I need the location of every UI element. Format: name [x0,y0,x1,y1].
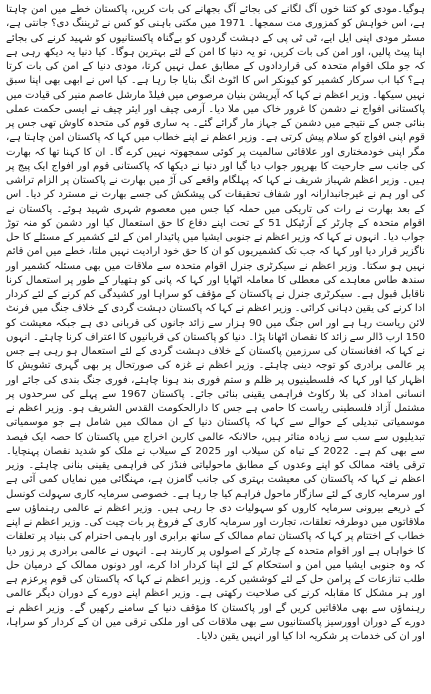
article-body-text: ہوگیا۔مودی کو کتنا خوں آگ لگانے کی بجائے آگ بجھانے کی بات کریں، پاکستان خطے میں امن چاہتا ہے، اس خواہش کو کمزوری مت سمجھا۔ 1971 میں مکتی باہنی کو کس نے ٹریننگ دی؟ جانتی ہے، مسٹر مودی اپنی ایل ایے، ٹی ٹی پی کے دہشت گردوں کو بےگناہ پاکستانیوں کو شہید کرنے کی بجائے اپنا پیٹ پالیں، اور امن کی بات کریں، تو یہ دنیا کا امن کے لئے بہترین ہوگا۔ کیا دنیا یہ دیکھ رہی ہے کہ جو ملک اقوام متحدہ کی قراردادوں کے مطابق عمل نہیں کرتا، مودی دنیا کے امن کی بات کرتا ہے؟ کیا اب سرکار کشمیر کو کیونکر اس کا اٹوٹ انگ بنایا جا رہا ہے۔ کیا اس نے ابھی بھی اپنا سبق نہیں سیکھا۔ وزیر اعظم نے کہا کہ آپریشن بنیان مرصوص میں فیلڈ مارشل عاصم منیر کی قیادت میں پاکستانی افواج نے دشمن کا غرور خاک میں ملا دیا۔ آرمی چیف اور ایئر چیف نے ایسی حکمت عملی بنائی جس کے نتیجے میں دشمن کے جہاز مار گرائے گئے۔ یہ ساری قوم کی متحدہ کاوش تھی جس پر قوم اپنی افواج کو سلام پیش کرتی ہے۔ وزیر اعظم نے اپنے خطاب میں کہا کہ پاکستان امن چاہتا ہے، مگر اپنی خودمختاری اور علاقائی سالمیت پر کوئی سمجھوتہ نہیں کرے گا۔ ان کا کہنا تھا کہ بھارت کی جانب سے جارحیت کا بھرپور جواب دیا گیا اور دنیا نے دیکھا کہ پاکستانی قوم اور افواج ایک پیج پر ہیں۔ وزیر اعظم شہباز شریف نے کہا کہ پہلگام واقعے کی آڑ میں بھارت نے پاکستان پر الزام تراشی کی اور ہم نے غیرجانبدارانہ اور شفاف تحقیقات کی پیشکش کی جسے بھارت نے مسترد کر دیا۔ اس کے بعد بھارت نے رات کی تاریکی میں حملہ کیا جس میں معصوم شہری شہید ہوئے۔ پاکستان نے اقوام متحدہ کے چارٹر کے آرٹیکل 51 کے تحت اپنے دفاع کا حق استعمال کیا اور دشمن کو منہ توڑ جواب دیا۔ انہوں نے کہا کہ وزیر اعظم نے جنوبی ایشیا میں پائیدار امن کے لئے کشمیر کے مسئلے کا حل ناگزیر قرار دیا اور کہا کہ جب تک کشمیریوں کو ان کا حق خود ارادیت نہیں ملتا، خطے میں امن قائم نہیں ہو سکتا۔ وزیر اعظم نے سیکرٹری جنرل اقوام متحدہ سے ملاقات میں بھی مسئلہ کشمیر اور سندھ طاس معاہدے کی معطلی کا معاملہ اٹھایا اور کہا کہ پانی کو ہتھیار کے طور پر استعمال کرنا ناقابل قبول ہے۔ سیکرٹری جنرل نے پاکستان کے مؤقف کو سراہا اور کشیدگی کم کرنے کے لئے کردار ادا کرنے کی یقین دہانی کرائی۔ وزیر اعظم نے کہا کہ پاکستان دہشت گردی کے خلاف جنگ میں فرنٹ لائن ریاست رہا ہے اور اس جنگ میں 90 ہزار سے زائد جانوں کی قربانی دی ہے جبکہ معیشت کو 150 ارب ڈالر سے زائد کا نقصان اٹھانا پڑا۔ دنیا کو پاکستان کی قربانیوں کا اعتراف کرنا چاہئے۔ انہوں نے کہا کہ افغانستان کی سرزمین پاکستان کے خلاف دہشت گردی کے لئے استعمال ہو رہی ہے جس پر عالمی برادری کو توجہ دینی چاہئے۔ وزیر اعظم نے غزہ کی صورتحال پر بھی گہری تشویش کا اظہار کیا اور کہا کہ فلسطینیوں پر ظلم و ستم فوری بند ہونا چاہئے، فوری جنگ بندی کی جائے اور انسانی امداد کی بلا رکاوٹ فراہمی یقینی بنائی جائے۔ پاکستان 1967 سے پہلے کی سرحدوں پر مشتمل آزاد فلسطینی ریاست کا حامی ہے جس کا دارالحکومت القدس الشریف ہو۔ وزیر اعظم نے موسمیاتی تبدیلی کے حوالے سے کہا کہ پاکستان دنیا کے ان ممالک میں شامل ہے جو موسمیاتی تبدیلیوں سے سب سے زیادہ متاثر ہیں، حالانکہ عالمی کاربن اخراج میں پاکستان کا حصہ ایک فیصد سے بھی کم ہے۔ 2022 کے تباہ کن سیلاب اور 2025 کے سیلاب نے ملک کو شدید نقصان پہنچایا۔ ترقی یافتہ ممالک کو اپنے وعدوں کے مطابق ماحولیاتی فنڈز کی فراہمی یقینی بنانی چاہئے۔ وزیر اعظم نے کہا کہ پاکستان کی معیشت بہتری کی جانب گامزن ہے، مہنگائی میں نمایاں کمی آئی ہے اور سرمایہ کاری کے لئے سازگار ماحول فراہم کیا جا رہا ہے۔ خصوصی سرمایہ کاری سہولت کونسل کے ذریعے بیرونی سرمایہ کاروں کو سہولیات دی جا رہی ہیں۔ وزیر اعظم نے عالمی رہنماؤں سے ملاقاتوں میں دوطرفہ تعلقات، تجارت اور سرمایہ کاری کے فروغ پر بات چیت کی۔ وزیر اعظم نے اپنے خطاب کے اختتام پر کہا کہ پاکستان تمام ممالک کے ساتھ برابری اور باہمی احترام کی بنیاد پر تعلقات کا خواہاں ہے اور اقوام متحدہ کے چارٹر کے اصولوں پر کاربند ہے۔ انہوں نے عالمی برادری پر زور دیا کہ وہ جنوبی ایشیا میں امن و استحکام کے لئے اپنا کردار ادا کرے، اور دونوں ممالک کے درمیان حل طلب تنازعات کے پرامن حل کے لئے کوششیں کرے۔ وزیر اعظم نے کہا کہ پاکستان کی قوم پرعزم ہے اور ہر مشکل کا مقابلہ کرنے کی صلاحیت رکھتی ہے۔ وزیر اعظم اپنے دورے کے دوران دیگر عالمی رہنماؤں سے بھی ملاقاتیں کریں گے اور پاکستان کا مؤقف دنیا کے سامنے رکھیں گے۔ وزیر اعظم نے دورے کے دوران اوورسیز پاکستانیوں سے بھی ملاقات کی اور ملکی ترقی میں ان کے کردار کو سراہا، اور ان کی خدمات پر شکریہ ادا کیا اور انہیں یقین دلایا۔ [6,4,426,642]
